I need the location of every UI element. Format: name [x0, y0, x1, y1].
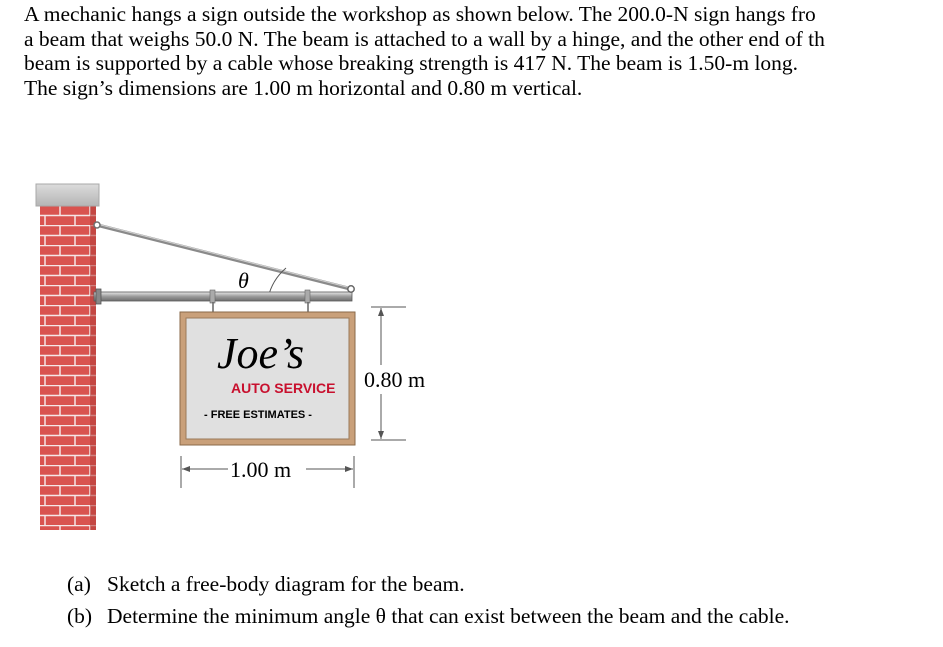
- question-item: [67, 568, 790, 600]
- question-item: [67, 600, 790, 632]
- question-text: Sketch a free-body diagram for the beam.: [107, 572, 465, 596]
- problem-line: A mechanic hangs a sign outside the workshop as shown below. The 200.0-N sign hangs fro: [24, 2, 816, 26]
- width-label: 1.00 m: [230, 457, 292, 482]
- question-label: (a): [67, 572, 91, 596]
- brick-wall: [36, 184, 99, 530]
- cable-beam-anchor: [348, 286, 354, 292]
- wall-cap: [36, 184, 99, 206]
- height-label: 0.80 m: [364, 367, 426, 392]
- cable: [94, 222, 351, 289]
- width-dimension: [181, 456, 354, 488]
- sign: [180, 312, 355, 445]
- question-label: (b): [67, 604, 93, 628]
- question-list: [67, 568, 790, 632]
- question-text: Determine the minimum angle θ that can exist between the beam and the cable.: [107, 604, 790, 628]
- hinge: [96, 289, 101, 304]
- sign-tagline: - FREE ESTIMATES -: [204, 409, 312, 421]
- angle-label: θ: [238, 268, 249, 293]
- beam-clamp: [210, 290, 215, 303]
- problem-line: The sign’s dimensions are 1.00 m horizontal and 0.80 m vertical.: [24, 75, 583, 100]
- sign-hooks: [213, 302, 308, 313]
- beam: [94, 286, 354, 304]
- cable-wall-anchor: [94, 222, 100, 228]
- sign-subtitle: AUTO SERVICE: [231, 380, 336, 396]
- problem-line: a beam that weighs 50.0 N. The beam is attached to a wall by a hinge, and the other end of th: [24, 26, 825, 51]
- beam-clamp: [305, 290, 310, 303]
- sign-name: Joe’s: [217, 329, 305, 378]
- problem-line: beam is supported by a cable whose breaking strength is 417 N. The beam is 1.50-m long.: [24, 51, 799, 76]
- height-dimension: [364, 307, 425, 440]
